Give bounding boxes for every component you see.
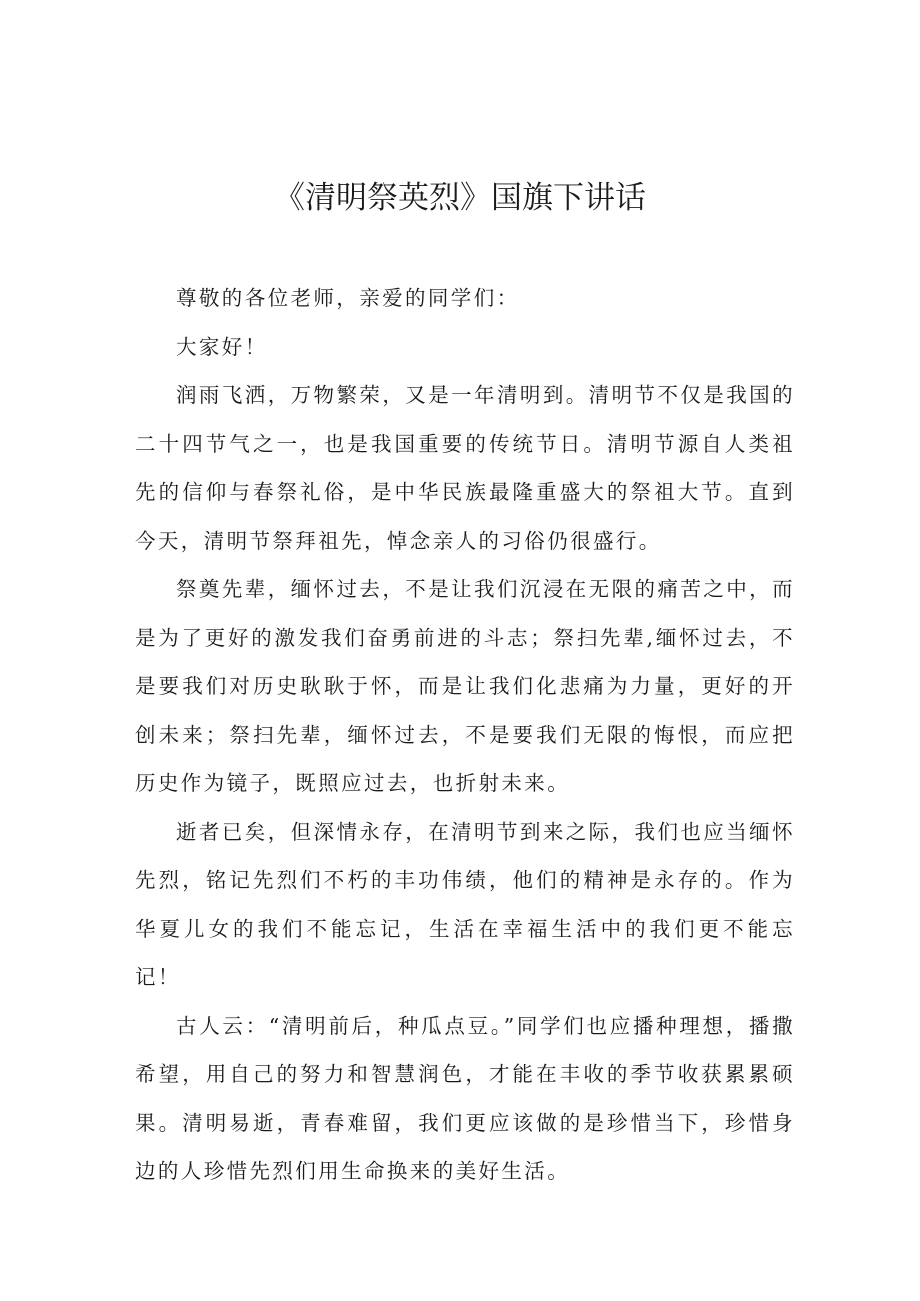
- body-paragraph: 逝者已矣，但深情永存，在清明节到来之际，我们也应当缅怀先烈，铭记先烈们不朽的丰功伟绩，他们的精神是永存的。作为华夏儿女的我们不能忘记，生活在幸福生活中的我们更不能忘记！: [135, 819, 795, 989]
- document-title: 《清明祭英烈》国旗下讲话: [274, 180, 646, 216]
- hello-paragraph: 大家好！: [176, 334, 268, 359]
- body-paragraph: 祭奠先辈，缅怀过去，不是让我们沉浸在无限的痛苦之中，而是为了更好的激发我们奋勇前进的斗志；祭扫先辈,缅怀过去，不是要我们对历史耿耿于怀，而是让我们化悲痛为力量，更好的开创未来；祭扫先辈，缅怀过去，不是要我们无限的悔恨，而应把历史作为镜子，既照应过去，也折射未来。: [135, 577, 795, 795]
- body-paragraph: 润雨飞洒，万物繁荣，又是一年清明到。清明节不仅是我国的二十四节气之一，也是我国重要的传统节日。清明节源自人类祖先的信仰与春祭礼俗，是中华民族最隆重盛大的祭祖大节。直到今天，清明节祭拜祖先，悼念亲人的习俗仍很盛行。: [135, 383, 795, 553]
- document-body: [135, 274, 795, 1196]
- body-paragraph: 古人云：“清明前后，种瓜点豆。”同学们也应播种理想，播撒希望，用自己的努力和智慧润色，才能在丰收的季节收获累累硕果。清明易逝，青春难留，我们更应该做的是珍惜当下，珍惜身边的人珍惜先烈们用生命换来的美好生活。: [135, 1013, 795, 1183]
- greeting-paragraph: 尊敬的各位老师，亲爱的同学们：: [176, 286, 520, 310]
